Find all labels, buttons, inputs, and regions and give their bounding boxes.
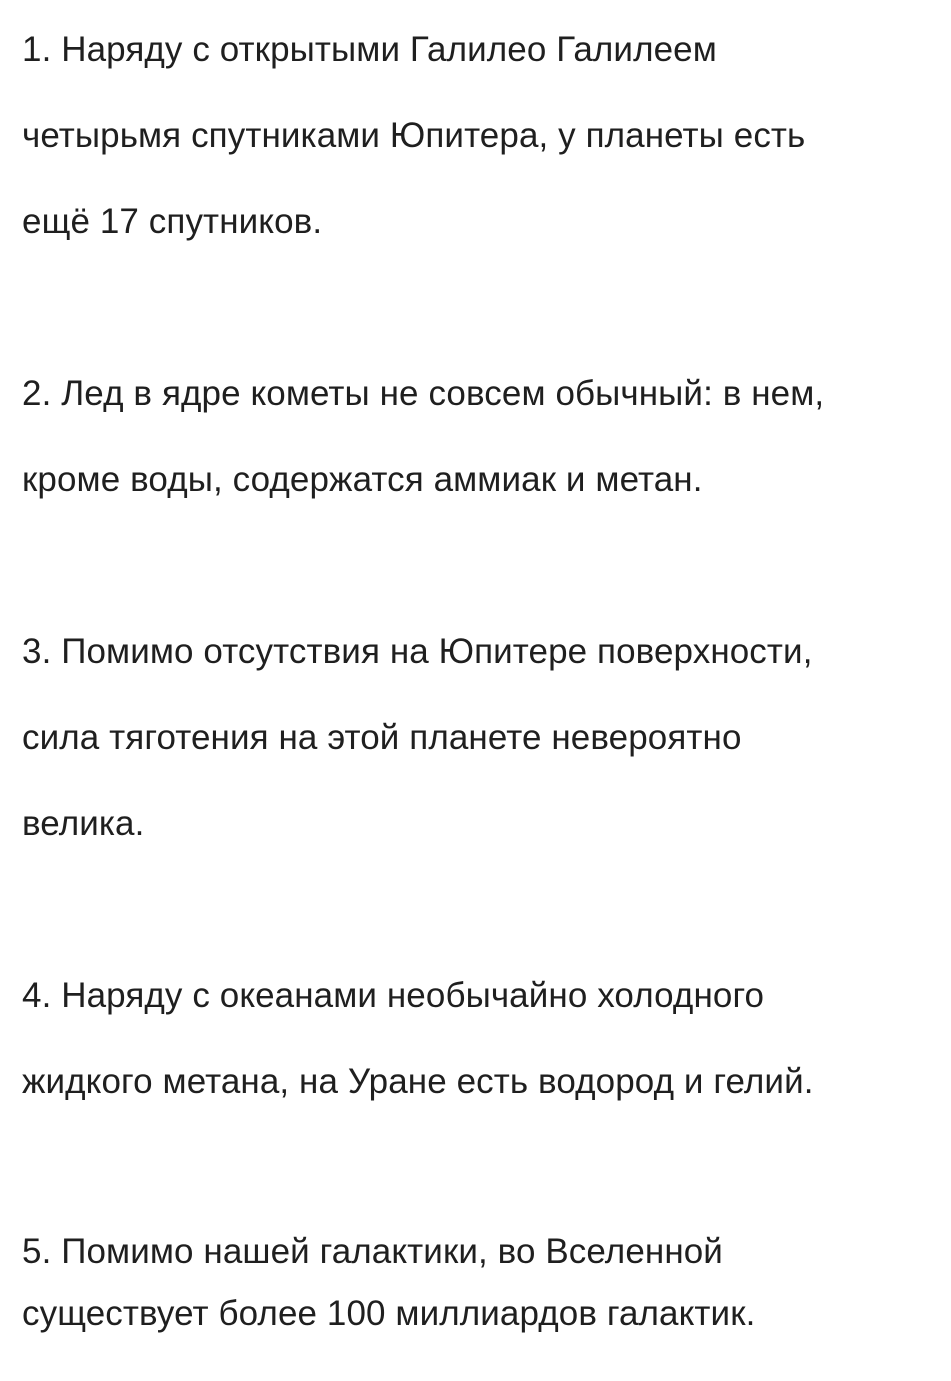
statement-3-line-2: сила тяготения на этой планете невероятно (22, 718, 742, 757)
statement-1-line-1: 1. Наряду с открытыми Галилео Галилеем (22, 30, 717, 69)
statement-5-line-1: 5. Помимо нашей галактики, во Вселенной (22, 1232, 723, 1271)
statement-2-line-2: кроме воды, содержатся аммиак и метан. (22, 460, 703, 499)
statement-4-line-2: жидкого метана, на Уране есть водород и гелий. (22, 1062, 814, 1101)
statement-1-line-2: четырьмя спутниками Юпитера, у планеты есть (22, 116, 806, 155)
statement-5-line-2: существует более 100 миллиардов галактик. (22, 1294, 756, 1333)
statement-2-line-1: 2. Лед в ядре кометы не совсем обычный: в нем, (22, 374, 825, 413)
statement-3-line-1: 3. Помимо отсутствия на Юпитере поверхности, (22, 632, 813, 671)
statement-4-line-1: 4. Наряду с океанами необычайно холодного (22, 976, 765, 1015)
statement-1-line-3: ещё 17 спутников. (22, 202, 323, 241)
statement-3-line-3: велика. (22, 804, 145, 843)
